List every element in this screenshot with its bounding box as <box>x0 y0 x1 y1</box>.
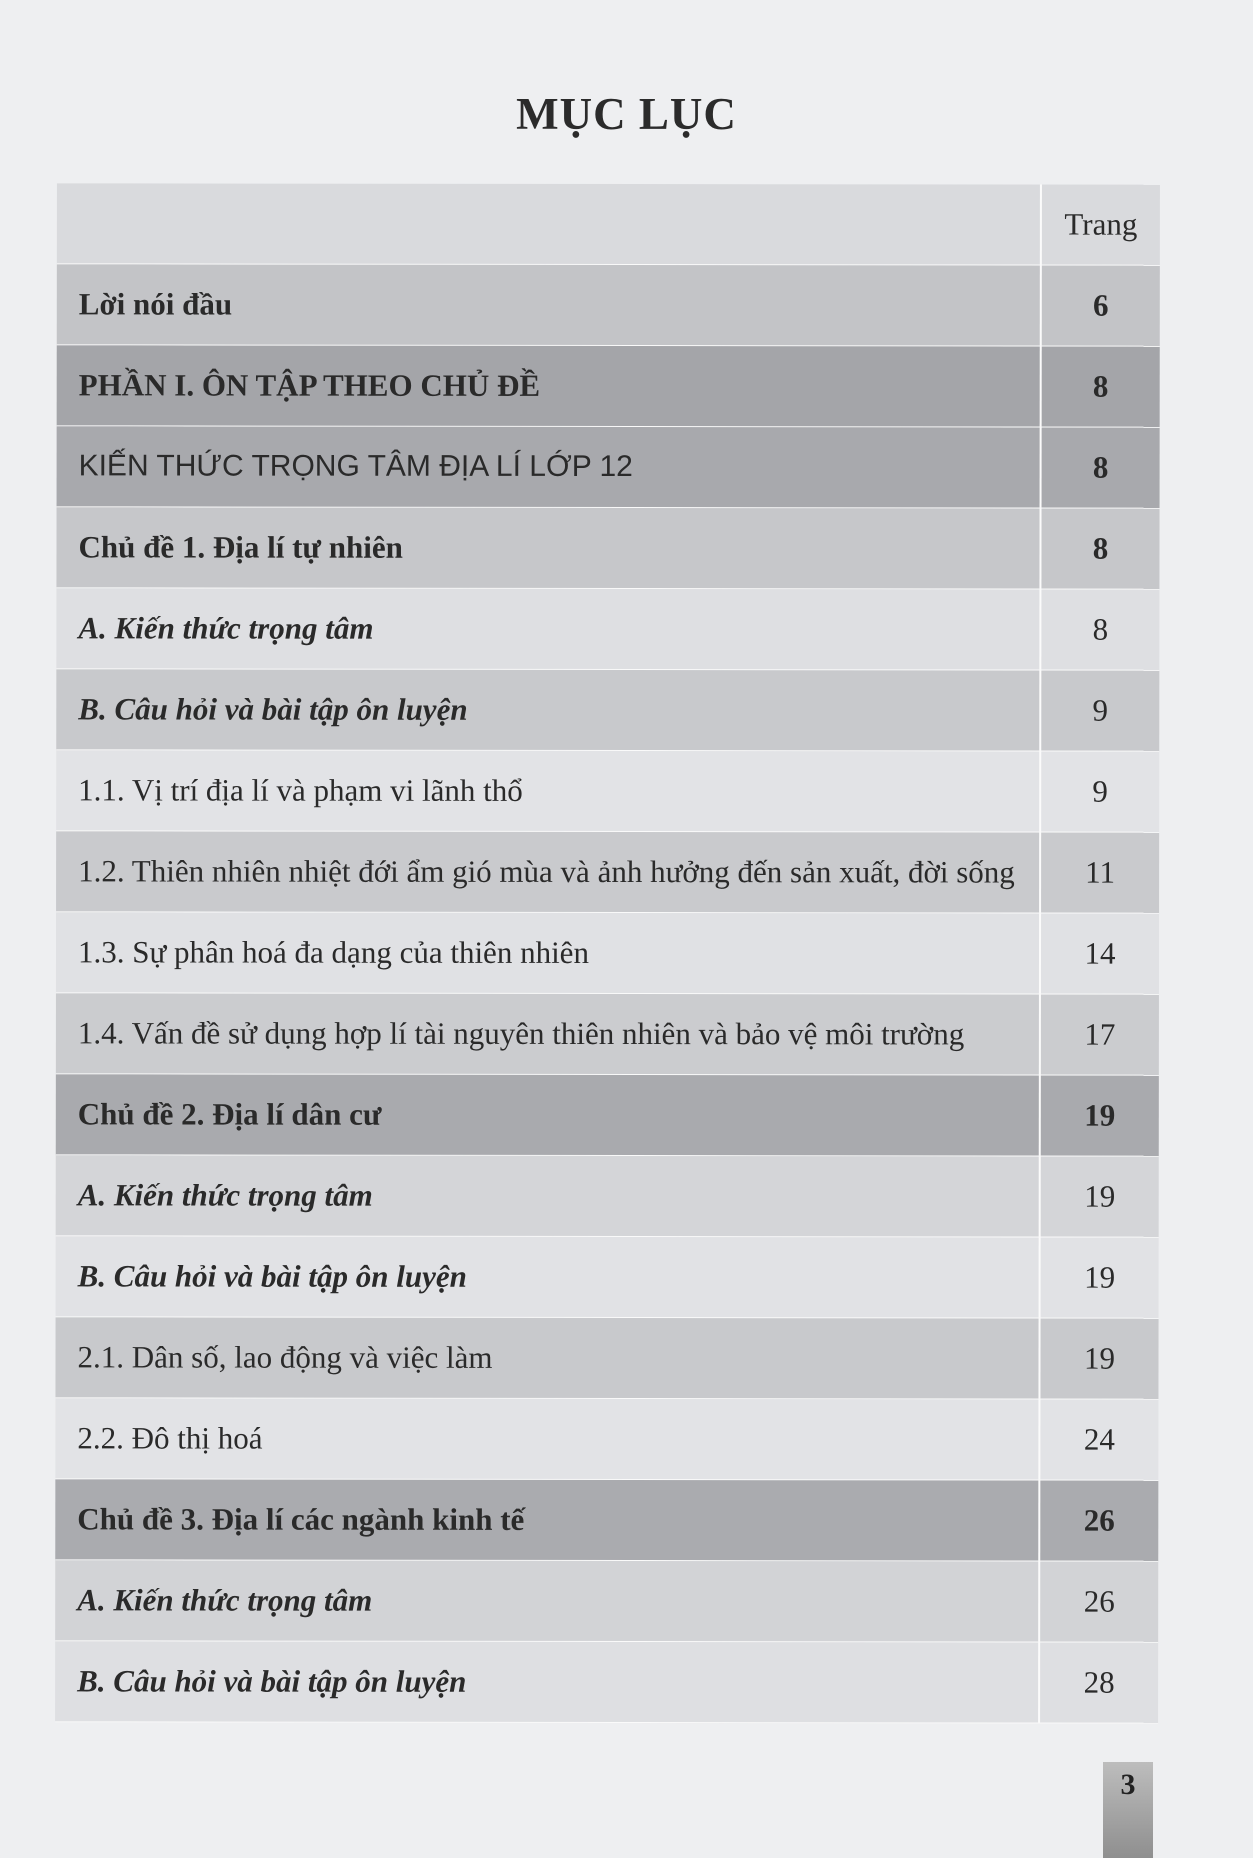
toc-entry-title: A. Kiến thức trọng tâm <box>55 1560 1040 1641</box>
toc-entry-page: 9 <box>1092 773 1108 809</box>
toc-row <box>56 588 1159 670</box>
toc-entry-title: B. Câu hỏi và bài tập ôn luyện <box>56 1236 1041 1317</box>
toc-row <box>56 507 1159 589</box>
toc-entry-title: A. Kiến thức trọng tâm <box>56 588 1041 669</box>
toc-entry-page: 28 <box>1083 1664 1115 1700</box>
toc-entry-page: 9 <box>1092 692 1109 728</box>
toc-row <box>56 750 1159 832</box>
table-of-contents <box>55 183 1160 1723</box>
toc-entry-page: 8 <box>1092 368 1109 404</box>
toc-entry-title: KIẾN THỨC TRỌNG TÂM ĐỊA LÍ LỚP 12 <box>57 426 1042 507</box>
toc-row <box>56 1155 1159 1237</box>
toc-row <box>55 1317 1158 1399</box>
toc-entry-title: 1.4. Vấn đề sử dụng hợp lí tài nguyên thiên nhiên và bảo vệ môi trường <box>56 993 1041 1074</box>
toc-entry-title: Chủ đề 1. Địa lí tự nhiên <box>56 507 1041 588</box>
toc-entry-page: 19 <box>1083 1340 1116 1376</box>
toc-row <box>56 669 1159 751</box>
toc-header-title <box>57 183 1042 264</box>
toc-entry-page: 19 <box>1084 1178 1116 1214</box>
toc-row <box>57 345 1160 427</box>
toc-entry-page: 17 <box>1084 1016 1116 1052</box>
toc-entry-title: 1.1. Vị trí địa lí và phạm vi lãnh thổ <box>56 750 1041 831</box>
toc-entry-page: 24 <box>1083 1421 1115 1457</box>
page-number: 3 <box>1120 1768 1136 1801</box>
toc-row <box>55 1641 1158 1723</box>
toc-entry-title: B. Câu hỏi và bài tập ôn luyện <box>56 669 1041 750</box>
page-title: MỤC LỤC <box>516 89 737 139</box>
toc-row <box>56 831 1159 913</box>
toc-row <box>56 993 1159 1075</box>
toc-entry-title: Chủ đề 3. Địa lí các ngành kinh tế <box>55 1479 1040 1560</box>
toc-entry-title: Lời nói đầu <box>57 264 1042 345</box>
toc-entry-title: B. Câu hỏi và bài tập ôn luyện <box>55 1641 1040 1722</box>
toc-entry-page: 19 <box>1084 1259 1116 1295</box>
toc-row <box>56 912 1159 994</box>
toc-entry-page: 26 <box>1083 1502 1115 1538</box>
toc-row <box>57 264 1160 346</box>
toc-row <box>55 1398 1158 1480</box>
toc-row <box>56 1074 1159 1156</box>
toc-entry-title: 2.2. Đô thị hoá <box>55 1398 1040 1479</box>
toc-row <box>56 1236 1159 1318</box>
toc-entry-page: 8 <box>1092 611 1109 647</box>
toc-row <box>55 1560 1158 1642</box>
toc-entry-title: 1.2. Thiên nhiên nhiệt đới ẩm gió mùa và ảnh hưởng đến sản xuất, đời sống <box>56 831 1041 912</box>
toc-entry-page: 19 <box>1084 1097 1116 1133</box>
toc-entry-title: A. Kiến thức trọng tâm <box>56 1155 1041 1236</box>
toc-header-page: Trang <box>1064 206 1138 242</box>
toc-entry-page: 8 <box>1092 449 1109 485</box>
toc-entry-title: PHẦN I. ÔN TẬP THEO CHỦ ĐỀ <box>57 345 1042 426</box>
toc-entry-page: 6 <box>1093 287 1109 323</box>
toc-row <box>55 1479 1158 1561</box>
toc-header-row <box>57 183 1160 265</box>
toc-entry-page: 14 <box>1084 935 1116 971</box>
toc-entry-title: 1.3. Sự phân hoá đa dạng của thiên nhiên <box>56 912 1041 993</box>
toc-entry-title: Chủ đề 2. Địa lí dân cư <box>56 1074 1041 1155</box>
toc-entry-title: 2.1. Dân số, lao động và việc làm <box>55 1317 1040 1398</box>
toc-entry-page: 8 <box>1092 530 1109 566</box>
toc-entry-page: 26 <box>1083 1583 1115 1619</box>
toc-row <box>57 426 1160 508</box>
toc-entry-page: 11 <box>1085 854 1116 890</box>
